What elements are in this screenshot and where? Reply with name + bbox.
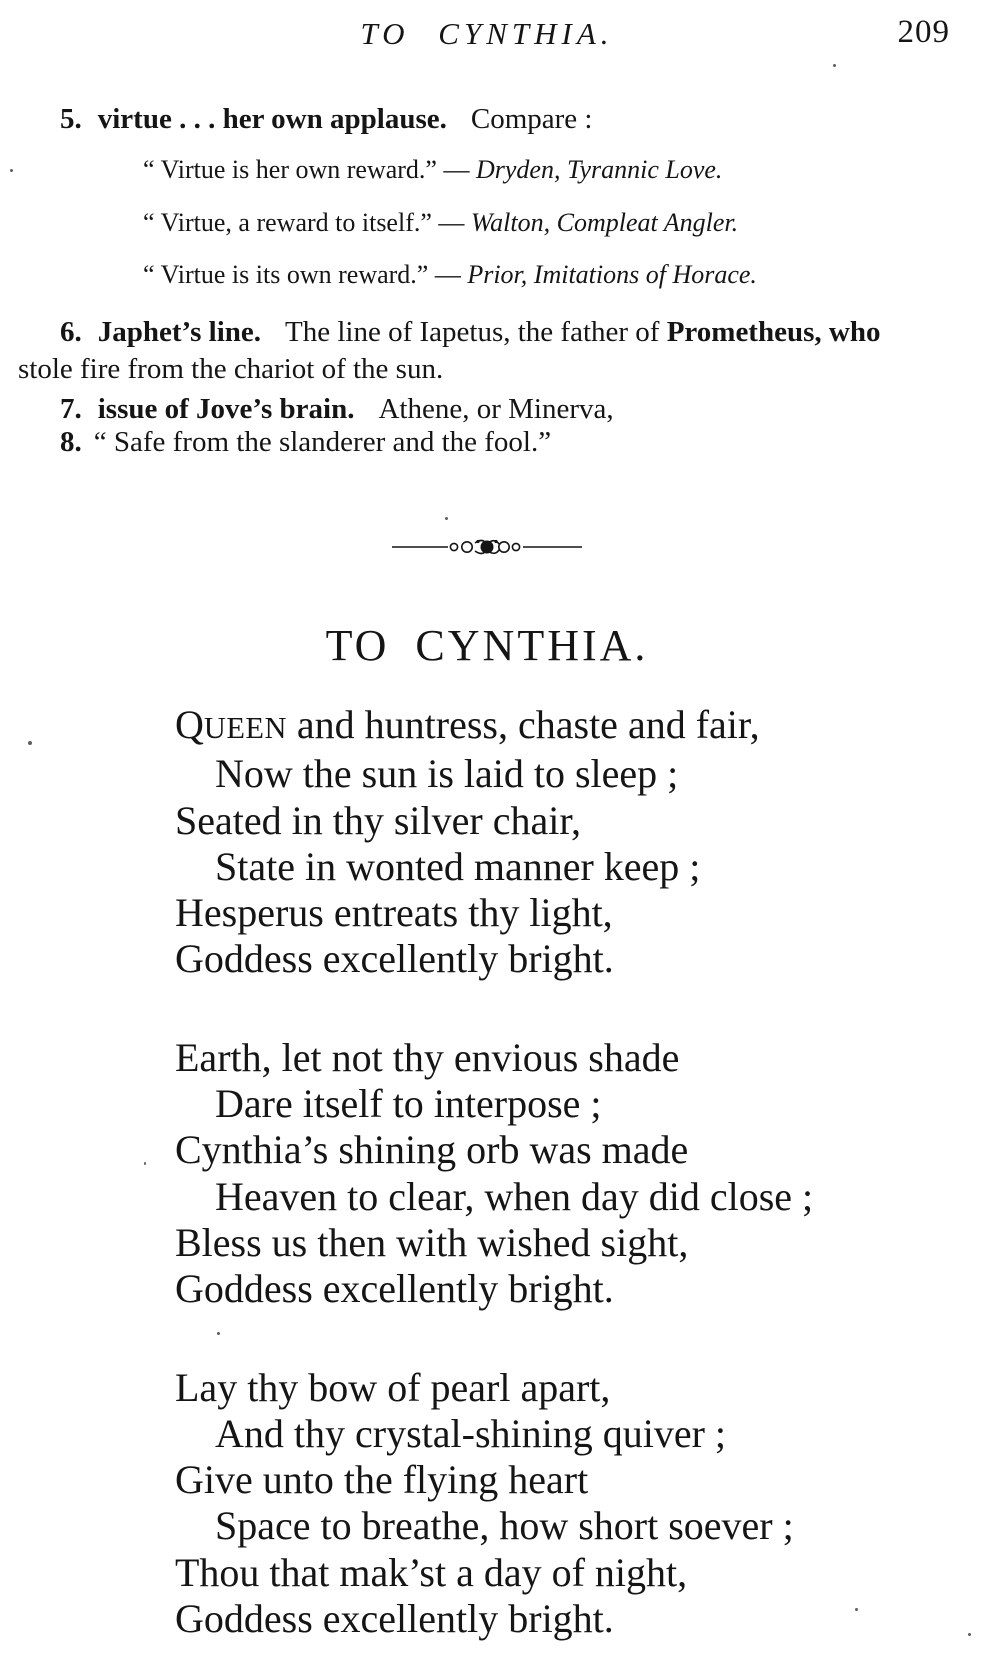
- poem-line: [175, 1411, 813, 1457]
- text-segment: and huntress, chaste and fair,: [286, 702, 760, 747]
- text-segment: “ Virtue is her own reward.” —: [143, 155, 476, 184]
- footnote-quote-line: [143, 260, 757, 290]
- text-segment: Prior, Imitations of Horace.: [467, 260, 757, 289]
- text-segment: Athene, or Minerva,: [378, 393, 614, 425]
- scan-speck: [10, 169, 13, 172]
- poem-line: [175, 844, 813, 890]
- poem-line: [175, 1266, 813, 1312]
- text-segment: Lay thy bow of pearl apart,: [175, 1364, 611, 1410]
- text-segment: virtue . . . her own applause.: [97, 103, 447, 135]
- poem-line: [175, 1365, 813, 1411]
- running-header-title: TO CYNTHIA.: [360, 16, 614, 51]
- text-segment: 5.: [60, 103, 82, 135]
- stanza: [175, 1365, 813, 1643]
- footnote-line: [60, 103, 592, 136]
- text-segment: Compare :: [470, 103, 593, 135]
- text-segment: Hesperus entreats thy light,: [175, 890, 613, 936]
- text-segment: “ Virtue is its own reward.” —: [143, 260, 468, 289]
- text-segment: Earth, let not thy envious shade: [175, 1034, 680, 1080]
- poem-line: [175, 936, 813, 982]
- scan-speck: [144, 1162, 146, 1165]
- footnote-line: [60, 316, 880, 349]
- poem-line: [175, 1596, 813, 1642]
- text-segment: Goddess excellently bright.: [175, 1266, 614, 1312]
- divider-ornament: [392, 538, 582, 561]
- scan-speck: [833, 64, 836, 67]
- stanza: [175, 702, 813, 983]
- footnote-line: [60, 393, 614, 426]
- page-number: 209: [897, 14, 950, 50]
- text-segment: Q: [175, 702, 204, 747]
- footnote-line: [60, 426, 551, 459]
- text-segment: Walton, Compleat Angler.: [470, 208, 739, 237]
- text-segment: 7.: [60, 393, 82, 425]
- text-segment: Space to breathe, how short soever ;: [215, 1503, 794, 1549]
- poem-line: [175, 1035, 813, 1081]
- poem-line: [175, 751, 813, 797]
- poem-line: [175, 1081, 813, 1127]
- text-segment: Japhet’s line.: [97, 316, 262, 348]
- text-segment: Dare itself to interpose ;: [215, 1081, 602, 1127]
- text-segment: Dryden, Tyrannic Love.: [475, 155, 723, 184]
- poem-line: [175, 798, 813, 844]
- poem-body: [175, 702, 813, 1659]
- text-segment: Now the sun is laid to sleep ;: [215, 751, 679, 797]
- text-segment: Heaven to clear, when day did close ;: [215, 1173, 814, 1219]
- text-segment: Goddess excellently bright.: [175, 1596, 614, 1642]
- poem-line: [175, 1220, 813, 1266]
- text-segment: “ Safe from the slanderer and the fool.”: [93, 426, 552, 458]
- text-segment: Thou that mak’st a day of night,: [175, 1549, 688, 1595]
- footnote-line: [18, 353, 443, 386]
- footnote-quote-line: [143, 155, 722, 185]
- scan-speck: [855, 1608, 858, 1611]
- scan-speck: [968, 1633, 971, 1636]
- text-segment: Prometheus, who: [666, 316, 881, 348]
- text-segment: UEEN: [203, 711, 287, 745]
- text-segment: Seated in thy silver chair,: [175, 797, 582, 843]
- fleuron-rule-icon: [392, 538, 582, 556]
- text-segment: The line of Iapetus, the father of: [285, 316, 667, 348]
- text-segment: 6.: [60, 316, 82, 348]
- poem-line: [175, 1503, 813, 1549]
- poem-line: [175, 1127, 813, 1173]
- poem-line: [175, 890, 813, 936]
- poem-line: [175, 1457, 813, 1503]
- text-segment: issue of Jove’s brain.: [97, 393, 355, 425]
- scan-speck: [217, 1332, 220, 1335]
- text-segment: Goddess excellently bright.: [175, 936, 614, 982]
- footnote-quote-line: [143, 208, 738, 238]
- scan-speck: [445, 517, 448, 520]
- text-segment: State in wonted manner keep ;: [215, 843, 701, 889]
- text-segment: Cynthia’s shining orb was made: [175, 1127, 689, 1173]
- poem-line: [175, 1550, 813, 1596]
- poem-line: [175, 1174, 813, 1220]
- text-segment: “ Virtue, a reward to itself.” —: [143, 208, 471, 237]
- poem-title: TO CYNTHIA.: [325, 621, 649, 670]
- poem-line: [175, 702, 813, 751]
- scan-speck: [28, 741, 32, 745]
- text-segment: Bless us then with wished sight,: [175, 1219, 689, 1265]
- text-segment: And thy crystal-shining quiver ;: [215, 1410, 727, 1456]
- text-segment: stole fire from the chariot of the sun.: [18, 353, 444, 385]
- stanza: [175, 1035, 813, 1313]
- text-segment: Give unto the flying heart: [175, 1457, 589, 1503]
- text-segment: 8.: [60, 426, 82, 458]
